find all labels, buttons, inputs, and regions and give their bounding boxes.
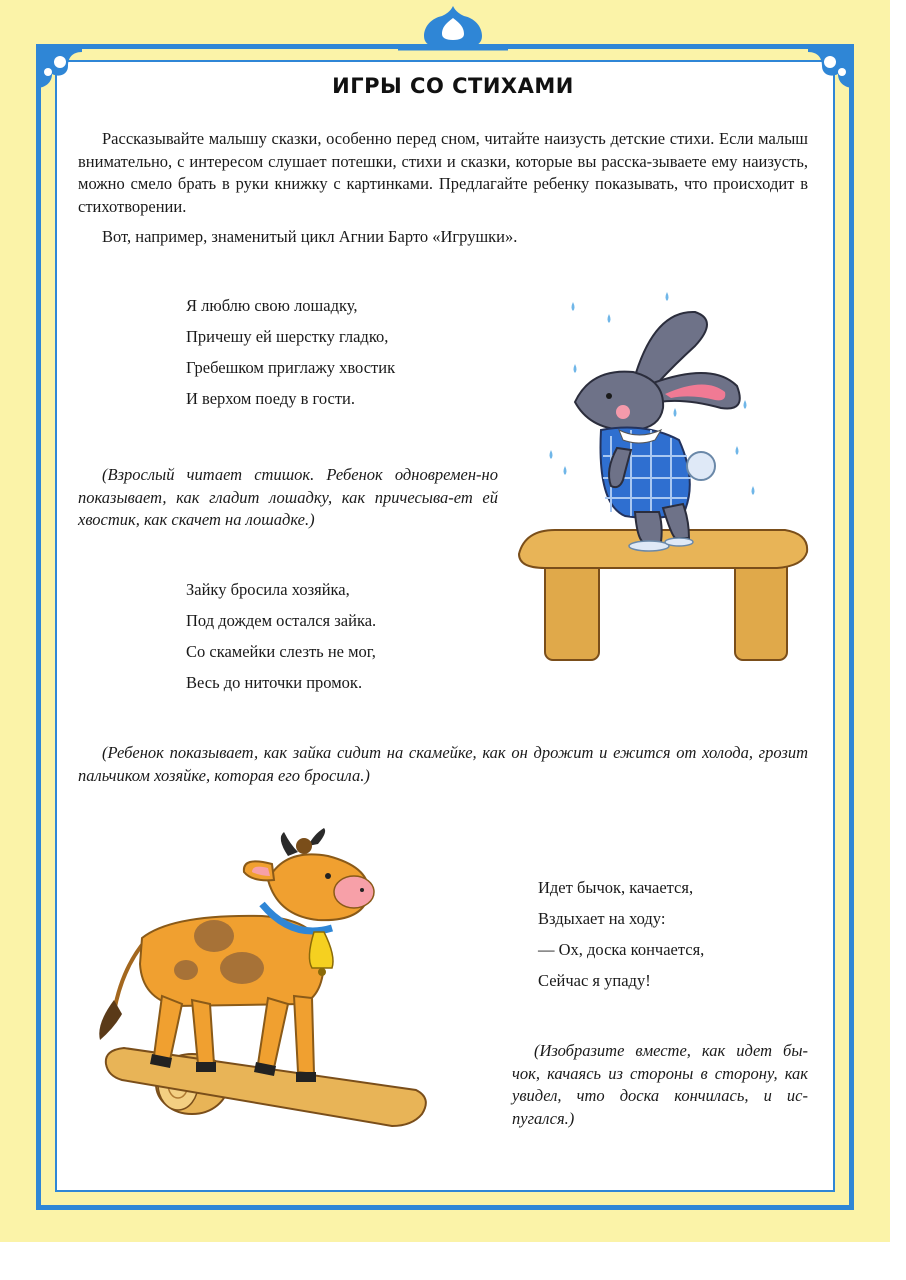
page-title: ИГРЫ СО СТИХАМИ bbox=[332, 74, 574, 98]
poem-bull bbox=[538, 872, 704, 996]
poem-line: Вздыхает на ходу: bbox=[538, 909, 666, 928]
poem-line: Весь до ниточки промок. bbox=[186, 673, 363, 692]
poem-bunny bbox=[186, 574, 376, 698]
poem-horse bbox=[186, 290, 395, 414]
example-paragraph: Вот, например, знаменитый цикл Агнии Барто «Игрушки». bbox=[102, 227, 518, 246]
poem-line: Я люблю свою лошадку, bbox=[186, 296, 358, 315]
poem-line: Гребешком приглажу хвостик bbox=[186, 358, 396, 377]
poem-line: Под дождем остался зайка. bbox=[186, 611, 377, 630]
bunny-on-bench-illustration bbox=[515, 290, 811, 666]
top-ornament-icon bbox=[398, 4, 508, 52]
poem-line: Зайку бросила хозяйка, bbox=[186, 580, 350, 599]
poem-bunny-note: (Ребенок показывает, как зайка сидит на скамейке, как он дрожит и ежится от холода, грозит пальчиком хозяйке, которая его бросила.) bbox=[78, 743, 808, 785]
poem-line: Сейчас я упаду! bbox=[538, 971, 651, 990]
poem-line: Причешу ей шерстку гладко, bbox=[186, 327, 389, 346]
intro-paragraph: Рассказывайте малышу сказки, особенно перед сном, читайте наизусть детские стихи. Если малыш внимательно, с интересом слушает потешки, стихи и сказки, которые вы расска-зываете ему наизусть, можно смело брать в руки книжку с картинками. Предлагайте ребенку показывать, что происходит в стихотворении. bbox=[78, 129, 808, 216]
poem-line: — Ох, доска кончается, bbox=[538, 940, 705, 959]
poem-horse-note: (Взрослый читает стишок. Ребенок одновремен-но показывает, как гладит лошадку, как причесыва-ет ей хвостик, как скачет на лошадке.) bbox=[78, 465, 498, 529]
poem-line: Со скамейки слезть не мог, bbox=[186, 642, 376, 661]
poem-line: И верхом поеду в гости. bbox=[186, 389, 356, 408]
poem-bull-note: (Изобразите вместе, как идет бы-чок, качаясь из стороны в сторону, как увидел, что доска кончилась, и ис-пугался.) bbox=[512, 1041, 808, 1128]
bull-on-seesaw-illustration bbox=[92, 828, 432, 1140]
poem-line: Идет бычок, качается, bbox=[538, 878, 694, 897]
